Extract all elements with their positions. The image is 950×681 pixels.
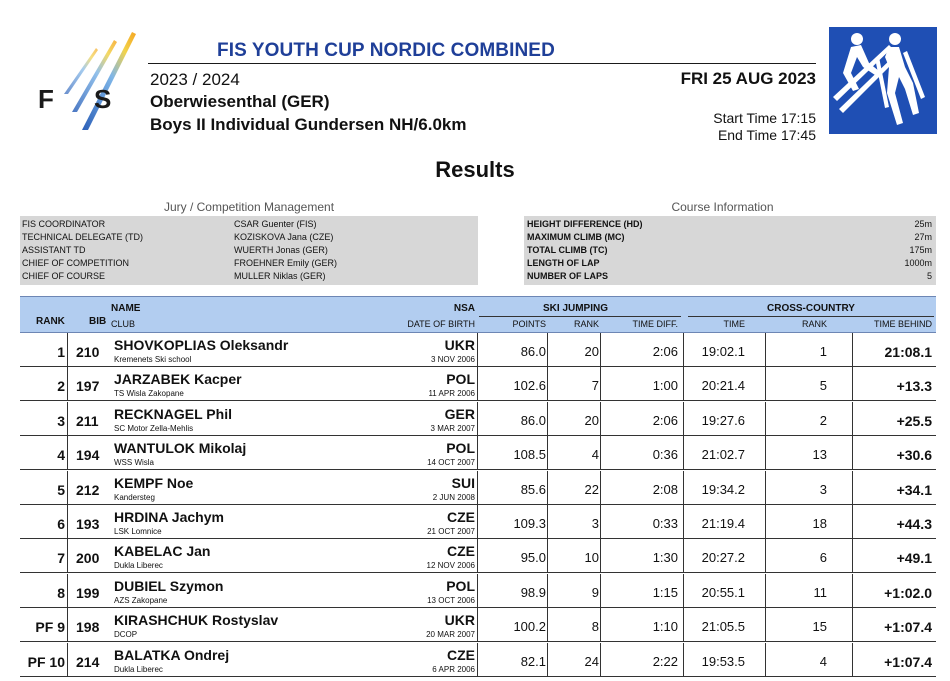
athlete-nsa: GER	[444, 405, 475, 422]
header-jump-rank: RANK	[573, 319, 599, 329]
column-divider	[547, 367, 548, 401]
title-divider	[148, 63, 816, 64]
course-row	[524, 270, 936, 283]
athlete-bib: 214	[76, 653, 100, 670]
results-title: Results	[435, 157, 515, 182]
jump-rank: 22	[584, 481, 599, 497]
athlete-nsa: UKR	[444, 337, 475, 353]
column-divider	[547, 574, 548, 608]
course-row	[524, 218, 936, 231]
jump-points: 108.5	[513, 447, 546, 463]
athlete-name: BALATKA Ondrej	[114, 646, 230, 663]
jury-member: CSAR Guenter (FIS)	[234, 219, 317, 229]
jump-time-diff: 2:06	[652, 412, 678, 428]
cc-rank: 1	[819, 344, 827, 359]
athlete-bib: 212	[76, 481, 100, 498]
athlete-club: Kremenets Ski school	[114, 355, 192, 364]
column-divider	[477, 333, 478, 367]
header-club: CLUB	[111, 319, 136, 329]
table-row	[20, 367, 936, 401]
jury-role: CHIEF OF COURSE	[22, 271, 106, 281]
cc-rank: 18	[812, 516, 827, 531]
athlete-rank: 6	[57, 516, 65, 532]
series-title: FIS YOUTH CUP NORDIC COMBINED	[217, 40, 555, 61]
course-value: 175m	[909, 245, 932, 255]
column-divider	[477, 608, 478, 642]
header-time-behind: TIME BEHIND	[873, 319, 932, 329]
athlete-club: DCOP	[114, 630, 138, 640]
jump-rank: 9	[591, 584, 599, 600]
athlete-bib: 210	[76, 344, 100, 360]
column-divider	[852, 333, 853, 367]
jump-points: 102.6	[513, 378, 546, 394]
athlete-rank: 5	[57, 481, 65, 498]
jump-time-diff: 1:30	[652, 550, 678, 566]
jump-time-diff: 1:10	[652, 619, 678, 635]
column-divider	[600, 608, 601, 642]
course-row	[524, 244, 936, 257]
header-cc-rank: RANK	[801, 319, 827, 329]
column-divider	[852, 505, 853, 539]
column-divider	[683, 505, 684, 539]
jump-time-diff: 0:33	[652, 516, 678, 531]
time-behind: +44.3	[896, 516, 932, 532]
column-divider	[547, 643, 548, 677]
column-divider	[765, 574, 766, 608]
column-divider	[765, 471, 766, 505]
athlete-club: TS Wisla Zakopane	[114, 389, 184, 399]
header-time: TIME	[723, 319, 745, 329]
cc-time: 19:02.1	[701, 344, 745, 359]
cc-time: 20:21.4	[701, 378, 745, 394]
course-label: HEIGHT DIFFERENCE (HD)	[527, 219, 643, 229]
time-behind: +30.6	[896, 447, 932, 464]
column-divider	[547, 505, 548, 539]
column-divider	[477, 574, 478, 608]
jump-points: 95.0	[520, 550, 546, 566]
table-row	[20, 333, 936, 367]
jury-row	[20, 218, 478, 231]
column-divider	[683, 608, 684, 642]
athlete-bib: 198	[76, 619, 100, 636]
column-divider	[765, 643, 766, 677]
jump-time-diff: 0:36	[652, 447, 678, 463]
jump-points: 85.6	[520, 481, 546, 497]
athlete-name: KIRASHCHUK Rostyslav	[114, 612, 279, 629]
jump-rank: 24	[584, 653, 599, 669]
athlete-nsa: CZE	[447, 646, 475, 663]
column-divider	[547, 539, 548, 573]
course-label: LENGTH OF LAP	[527, 258, 600, 268]
athlete-nsa: CZE	[447, 543, 475, 560]
header-dob: DATE OF BIRTH	[407, 319, 475, 329]
cc-time: 21:19.4	[701, 516, 745, 531]
column-divider	[477, 402, 478, 436]
column-divider	[67, 643, 68, 677]
jump-points: 82.1	[520, 653, 546, 669]
athlete-dob: 13 OCT 2006	[427, 595, 475, 605]
cc-time: 20:27.2	[701, 550, 745, 566]
athlete-dob: 21 OCT 2007	[427, 527, 475, 536]
ski-jumping-underline	[479, 316, 681, 317]
header-name: NAME	[111, 303, 141, 314]
course-row	[524, 257, 936, 270]
athlete-bib: 197	[76, 378, 100, 395]
column-divider	[683, 574, 684, 608]
header-bib: BIB	[89, 316, 107, 327]
column-divider	[477, 505, 478, 539]
athlete-club: LSK Lomnice	[114, 527, 162, 536]
column-divider	[765, 402, 766, 436]
time-behind: 21:08.1	[884, 344, 932, 360]
cc-rank: 11	[813, 584, 827, 600]
athlete-name: KABELAC Jan	[114, 543, 211, 560]
jury-member: KOZISKOVA Jana (CZE)	[234, 232, 334, 242]
start-time: Start Time 17:15	[713, 110, 816, 126]
column-divider	[765, 539, 766, 573]
athlete-club: SC Motor Zella-Mehlis	[114, 423, 194, 433]
header-ski-jumping: SKI JUMPING	[543, 303, 609, 314]
column-divider	[683, 471, 684, 505]
fis-logo	[36, 30, 140, 132]
time-behind: +1:02.0	[884, 584, 932, 601]
column-divider	[67, 333, 68, 367]
athlete-dob: 14 OCT 2007	[427, 458, 475, 468]
jury-role: CHIEF OF COMPETITION	[22, 258, 129, 268]
column-divider	[683, 539, 684, 573]
athlete-rank: PF 10	[27, 653, 65, 670]
athlete-rank: PF 9	[35, 619, 65, 636]
column-divider	[852, 574, 853, 608]
column-divider	[765, 436, 766, 470]
jury-row	[20, 257, 478, 270]
header-rank: RANK	[36, 316, 65, 327]
table-row	[20, 436, 936, 470]
athlete-nsa: UKR	[444, 612, 475, 629]
jury-member: MULLER Niklas (GER)	[234, 271, 326, 281]
column-divider	[600, 367, 601, 401]
athlete-nsa: POL	[446, 577, 475, 594]
cc-rank: 5	[819, 378, 827, 394]
time-behind: +25.5	[896, 412, 932, 429]
table-row	[20, 471, 936, 505]
course-value: 25m	[914, 219, 932, 229]
column-divider	[67, 608, 68, 642]
jump-rank: 3	[591, 516, 599, 531]
season: 2023 / 2024	[150, 70, 240, 89]
column-divider	[67, 471, 68, 505]
column-divider	[600, 643, 601, 677]
nordic-combined-pictogram	[829, 27, 937, 134]
column-divider	[67, 574, 68, 608]
course-section-title: Course Information	[671, 200, 774, 214]
athlete-bib: 211	[76, 412, 99, 429]
athlete-club: Kandersteg	[114, 492, 155, 502]
column-divider	[600, 471, 601, 505]
jump-points: 86.0	[520, 344, 546, 359]
header-time-diff: TIME DIFF.	[632, 319, 678, 329]
column-divider	[852, 471, 853, 505]
jump-rank: 10	[584, 550, 599, 566]
athlete-dob: 20 MAR 2007	[426, 630, 475, 640]
cc-rank: 15	[812, 619, 827, 635]
jump-time-diff: 1:15	[652, 584, 678, 600]
column-divider	[683, 367, 684, 401]
column-divider	[600, 333, 601, 367]
cc-rank: 2	[819, 412, 827, 428]
column-divider	[765, 367, 766, 401]
column-divider	[600, 402, 601, 436]
svg-text:S: S	[94, 84, 112, 114]
jump-points: 100.2	[513, 619, 546, 635]
column-divider	[683, 402, 684, 436]
athlete-club: WSS Wisla	[114, 458, 154, 468]
jump-rank: 7	[591, 378, 599, 394]
column-divider	[547, 608, 548, 642]
column-divider	[765, 505, 766, 539]
cc-time: 20:55.1	[701, 584, 745, 600]
column-divider	[852, 367, 853, 401]
svg-text:F: F	[38, 84, 54, 114]
jump-points: 98.9	[520, 584, 546, 600]
athlete-nsa: CZE	[447, 509, 475, 525]
jury-member: FROEHNER Emily (GER)	[234, 258, 337, 268]
cc-time: 19:27.6	[701, 412, 745, 428]
cc-rank: 13	[812, 447, 827, 463]
jury-role: ASSISTANT TD	[22, 245, 86, 255]
athlete-nsa: SUI	[451, 474, 475, 491]
table-row	[20, 643, 936, 677]
table-row	[20, 402, 936, 436]
column-divider	[683, 436, 684, 470]
time-behind: +49.1	[896, 550, 932, 567]
course-row	[524, 231, 936, 244]
column-divider	[477, 471, 478, 505]
jump-time-diff: 2:06	[652, 344, 678, 359]
athlete-nsa: POL	[446, 371, 475, 388]
jump-points: 109.3	[513, 516, 546, 531]
jury-table	[20, 216, 478, 285]
jump-rank: 4	[591, 447, 599, 463]
column-divider	[852, 436, 853, 470]
course-table	[524, 216, 936, 285]
jury-row	[20, 244, 478, 257]
jump-rank: 20	[584, 344, 599, 359]
jury-row	[20, 270, 478, 283]
course-label: MAXIMUM CLIMB (MC)	[527, 232, 625, 242]
header-nsa: NSA	[453, 303, 475, 314]
jump-time-diff: 1:00	[652, 378, 678, 394]
course-label: NUMBER OF LAPS	[527, 271, 608, 281]
course-value: 1000m	[904, 258, 932, 268]
cross-country-underline	[688, 316, 934, 317]
athlete-dob: 3 NOV 2006	[430, 355, 475, 364]
column-divider	[67, 539, 68, 573]
jump-rank: 20	[584, 412, 599, 428]
column-divider	[547, 436, 548, 470]
athlete-name: DUBIEL Szymon	[114, 577, 224, 594]
column-divider	[67, 505, 68, 539]
cc-rank: 3	[819, 481, 827, 497]
athlete-dob: 12 NOV 2006	[426, 561, 475, 571]
column-divider	[600, 436, 601, 470]
table-row	[20, 539, 936, 573]
athlete-club: AZS Zakopane	[114, 595, 168, 605]
column-divider	[600, 574, 601, 608]
athlete-name: KEMPF Noe	[114, 474, 194, 491]
athlete-bib: 193	[76, 516, 100, 532]
time-behind: +1:07.4	[884, 619, 932, 636]
jury-member: WUERTH Jonas (GER)	[234, 245, 328, 255]
athlete-dob: 2 JUN 2008	[432, 492, 475, 502]
course-label: TOTAL CLIMB (TC)	[527, 245, 608, 255]
cc-time: 21:05.5	[701, 619, 745, 635]
results-table-header	[20, 296, 936, 333]
athlete-nsa: POL	[446, 440, 475, 457]
athlete-bib: 194	[76, 447, 100, 464]
column-divider	[765, 608, 766, 642]
column-divider	[477, 436, 478, 470]
cc-time: 19:53.5	[701, 653, 745, 669]
column-divider	[477, 539, 478, 573]
column-divider	[477, 367, 478, 401]
athlete-name: SHOVKOPLIAS Oleksandr	[114, 337, 289, 353]
athlete-club: Dukla Liberec	[114, 664, 163, 674]
course-value: 27m	[914, 232, 932, 242]
event-name: Boys II Individual Gundersen NH/6.0km	[150, 115, 467, 134]
jump-rank: 8	[591, 619, 599, 635]
athlete-bib: 199	[76, 584, 100, 601]
header-cross-country: CROSS-COUNTRY	[767, 303, 855, 314]
cc-time: 19:34.2	[701, 481, 745, 497]
end-time: End Time 17:45	[717, 127, 816, 143]
athlete-club: Dukla Liberec	[114, 561, 163, 571]
header-points: POINTS	[512, 319, 546, 329]
jury-role: TECHNICAL DELEGATE (TD)	[22, 232, 144, 242]
athlete-rank: 8	[57, 584, 65, 601]
jury-row	[20, 231, 478, 244]
jury-role: FIS COORDINATOR	[22, 219, 106, 229]
column-divider	[852, 643, 853, 677]
column-divider	[683, 333, 684, 367]
table-row	[20, 574, 936, 608]
jump-time-diff: 2:22	[652, 653, 678, 669]
column-divider	[67, 402, 68, 436]
time-behind: +1:07.4	[884, 653, 932, 670]
column-divider	[852, 402, 853, 436]
time-behind: +13.3	[896, 378, 932, 395]
venue: Oberwiesenthal (GER)	[150, 92, 330, 111]
column-divider	[600, 539, 601, 573]
cc-rank: 6	[819, 550, 827, 566]
column-divider	[67, 436, 68, 470]
cc-rank: 4	[819, 653, 827, 669]
column-divider	[852, 608, 853, 642]
time-behind: +34.1	[896, 481, 932, 498]
table-row	[20, 608, 936, 642]
column-divider	[477, 643, 478, 677]
column-divider	[547, 471, 548, 505]
column-divider	[67, 367, 68, 401]
jump-points: 86.0	[520, 412, 546, 428]
athlete-dob: 11 APR 2006	[428, 389, 475, 399]
table-row	[20, 505, 936, 539]
athlete-dob: 6 APR 2006	[432, 664, 475, 674]
athlete-name: WANTULOK Mikolaj	[114, 440, 247, 457]
column-divider	[600, 505, 601, 539]
column-divider	[765, 333, 766, 367]
athlete-name: HRDINA Jachym	[114, 509, 224, 525]
column-divider	[547, 333, 548, 367]
athlete-rank: 3	[57, 412, 65, 429]
column-divider	[852, 539, 853, 573]
column-divider	[683, 643, 684, 677]
athlete-rank: 4	[57, 447, 65, 464]
jury-section-title: Jury / Competition Management	[163, 200, 335, 214]
athlete-rank: 1	[57, 344, 65, 360]
athlete-dob: 3 MAR 2007	[430, 423, 475, 433]
athlete-rank: 7	[57, 550, 65, 567]
event-date: FRI 25 AUG 2023	[680, 69, 816, 88]
athlete-name: RECKNAGEL Phil	[114, 405, 232, 422]
cc-time: 21:02.7	[701, 447, 745, 463]
athlete-bib: 200	[76, 550, 100, 567]
column-divider	[547, 402, 548, 436]
athlete-rank: 2	[57, 378, 65, 395]
athlete-name: JARZABEK Kacper	[114, 371, 242, 388]
jump-time-diff: 2:08	[652, 481, 678, 497]
course-value: 5	[926, 271, 932, 281]
